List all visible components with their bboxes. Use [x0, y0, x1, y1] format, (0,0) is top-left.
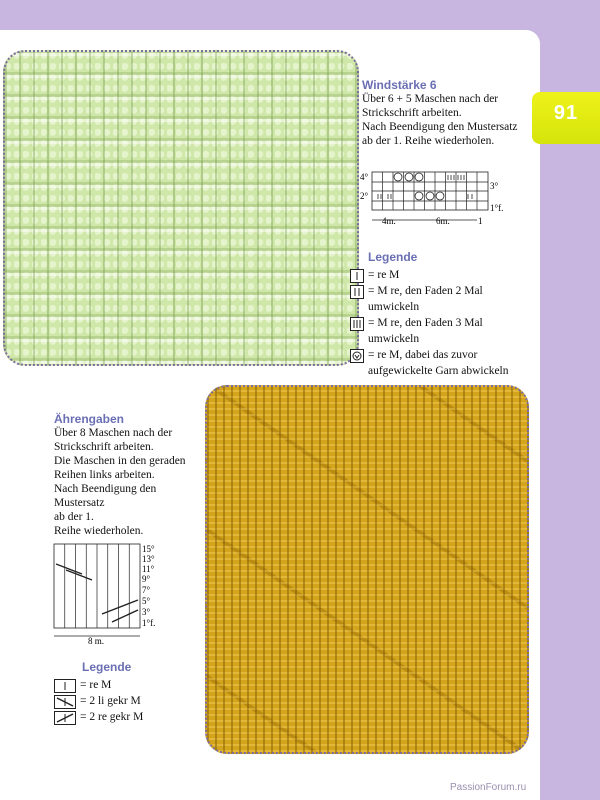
- knit-wrap3-icon: [350, 317, 364, 331]
- pattern1-legend: [350, 250, 535, 379]
- knit-stitch-icon: [350, 269, 364, 283]
- pattern1-description: [362, 78, 532, 148]
- legend-text: = 2 li gekr M: [80, 695, 141, 707]
- page-number-tab: [532, 92, 600, 144]
- pattern2-line: Nach Beendigung den Mustersatz: [54, 483, 157, 509]
- pattern2-row-label: 3°: [142, 607, 151, 617]
- pattern1-title: Windstärke 6: [362, 78, 437, 92]
- pattern2-span-label: 8 m.: [88, 636, 105, 646]
- pattern2-line: Reihe wiederholen.: [54, 525, 144, 537]
- pattern2-row-label: 9°: [142, 574, 151, 584]
- legend-item: [350, 315, 535, 347]
- green-knit-swatch-image: [3, 50, 359, 366]
- pattern2-row-label: 1°f.: [142, 618, 156, 628]
- pattern2-title: Ährengaben: [54, 412, 125, 426]
- pattern2-row-label: 13°: [142, 554, 155, 564]
- pattern2-line: Die Maschen in den geraden: [54, 455, 186, 467]
- pattern2-line: Reihen links arbeiten.: [54, 469, 155, 481]
- legend-item: [54, 709, 204, 725]
- legend-text: = re M, dabei das zuvor: [368, 349, 478, 361]
- pattern1-chart-grid: [372, 172, 488, 210]
- pattern1-legend-title: Legende: [368, 250, 418, 264]
- legend-item: [350, 347, 535, 379]
- pattern1-line: Über 6 + 5 Maschen nach der: [362, 93, 499, 105]
- legend-text: = M re, den Faden 2 Mal umwickeln: [368, 285, 483, 313]
- knit-stitch-icon: [54, 679, 76, 693]
- cross-left-icon: [54, 695, 76, 709]
- pattern1-line: Nach Beendigung den Mustersatz: [362, 121, 518, 133]
- pattern1-row-label: 1°f.: [490, 203, 504, 213]
- pattern2-line: ab der 1.: [54, 511, 94, 523]
- legend-item: [350, 267, 535, 283]
- pattern1-row-label: 4°: [360, 172, 369, 182]
- legend-text: = 2 re gekr M: [80, 711, 144, 723]
- legend-text: aufgewickelte Garn abwickeln: [368, 365, 509, 377]
- legend-item: [54, 693, 204, 709]
- pattern2-legend: [54, 660, 204, 725]
- pattern2-legend-title: Legende: [82, 660, 132, 674]
- pattern2-description: [54, 412, 204, 538]
- legend-item: [54, 677, 204, 693]
- pattern2-line: Strickschrift arbeiten.: [54, 441, 154, 453]
- pattern2-row-label: 11°: [142, 564, 155, 574]
- pattern2-row-label: 7°: [142, 585, 151, 595]
- pattern1-span-label: 6m.: [436, 216, 450, 226]
- yellow-knit-swatch-image: [205, 385, 529, 754]
- legend-text: = M re, den Faden 3 Mal umwickeln: [368, 317, 483, 345]
- legend-item: [350, 283, 535, 315]
- knit-wrap2-icon: [350, 285, 364, 299]
- pattern1-row-label: 2°: [360, 191, 369, 201]
- pattern2-row-label: 15°: [142, 544, 155, 554]
- pattern2-line: Über 8 Maschen nach der: [54, 427, 173, 439]
- pattern1-line: ab der 1. Reihe wiederholen.: [362, 135, 495, 147]
- pattern1-chart: [358, 168, 538, 232]
- pattern2-row-label: 5°: [142, 596, 151, 606]
- legend-text: = re M: [80, 679, 112, 691]
- pattern1-span-label: 1: [478, 216, 483, 226]
- unwind-stitch-icon: [350, 349, 364, 363]
- pattern1-span-label: 4m.: [382, 216, 396, 226]
- watermark: PassionForum.ru: [450, 782, 527, 793]
- pattern1-line: Strickschrift arbeiten.: [362, 107, 462, 119]
- cross-right-icon: [54, 711, 76, 725]
- legend-text: = re M: [368, 269, 400, 281]
- pattern2-chart: [52, 540, 172, 650]
- pattern1-row-label: 3°: [490, 181, 499, 191]
- page-number: 91: [553, 102, 579, 124]
